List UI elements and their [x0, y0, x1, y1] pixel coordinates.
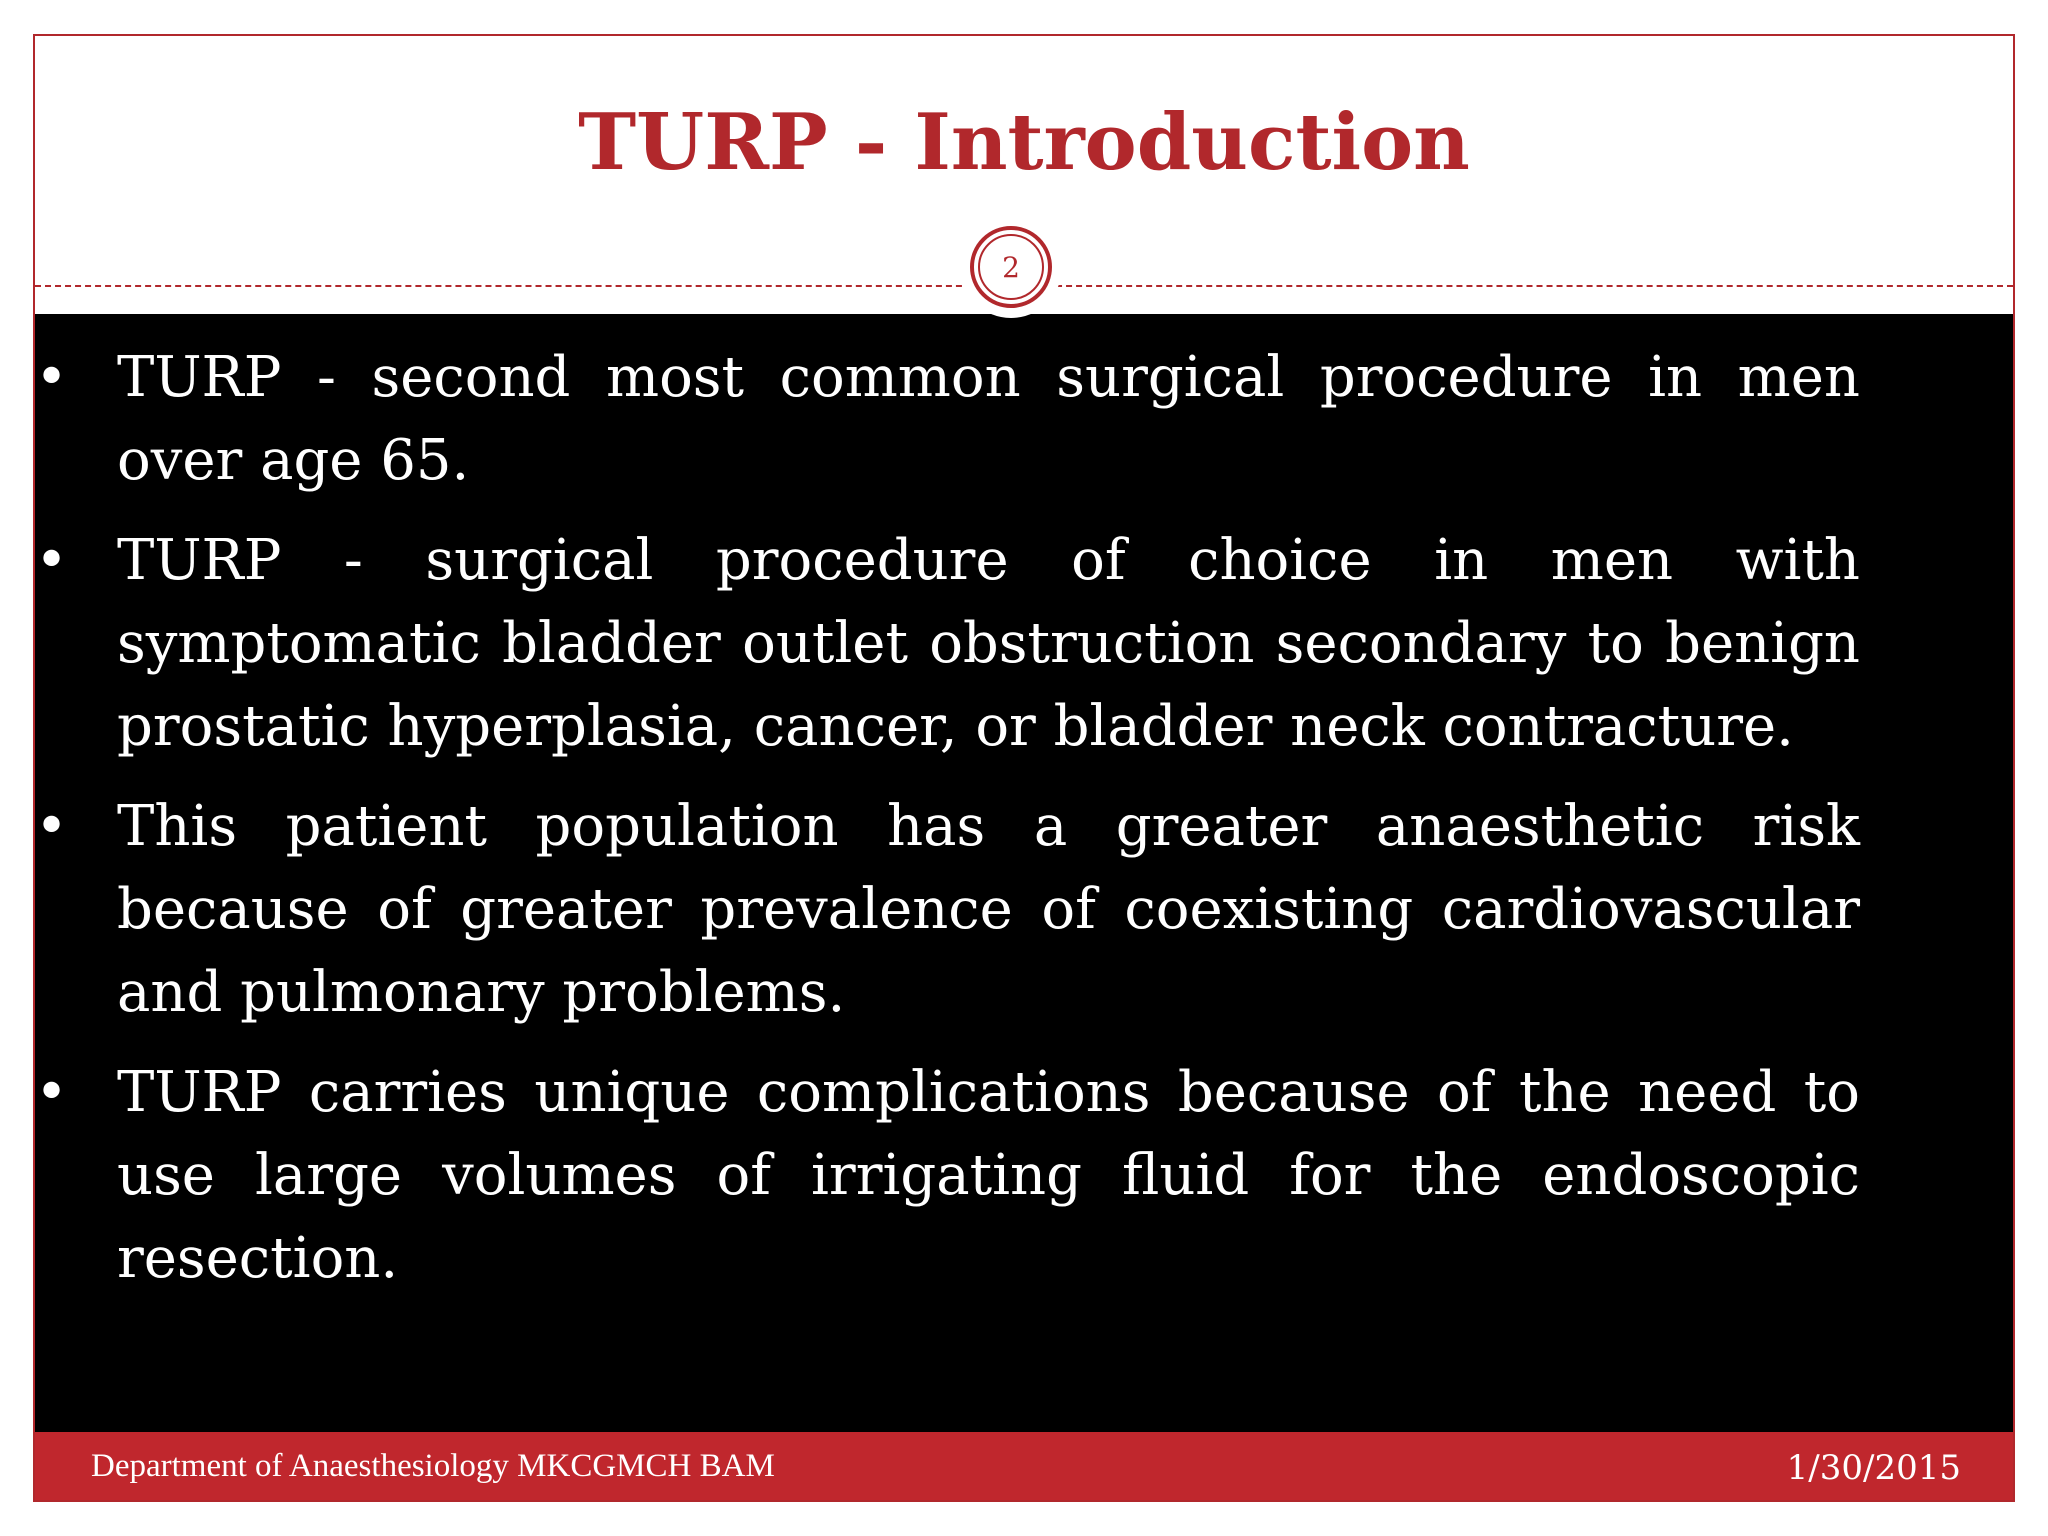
slide-title: TURP - Introduction	[578, 97, 1470, 188]
footer-department: Department of Anaesthesiology MKCGMCH BAM	[91, 1448, 775, 1484]
bullet-text: TURP carries unique complications because of the need to use large volumes of irrigating fluid for the endoscopic resection.	[117, 1060, 1860, 1291]
bullet-marker: •	[35, 794, 69, 859]
slide-number-badge	[960, 216, 1062, 318]
footer-date: 1/30/2015	[1786, 1448, 1961, 1488]
bullet-marker: •	[35, 345, 69, 410]
bullet-item	[35, 1051, 1860, 1300]
slide-number: 2	[978, 234, 1044, 300]
bullet-text: TURP - surgical procedure of choice in men with symptomatic bladder outlet obstruction secondary to benign prostatic hyperplasia, cancer, or bladder neck contracture.	[117, 528, 1860, 759]
bullet-marker: •	[35, 528, 69, 593]
bullet-item	[35, 519, 1860, 768]
bullet-list	[35, 336, 1860, 1317]
bullet-item	[35, 336, 1860, 502]
bullet-marker: •	[35, 1060, 69, 1125]
bullet-item	[35, 785, 1860, 1034]
bullet-text: This patient population has a greater anaesthetic risk because of greater prevalence of coexisting cardiovascular and pulmonary problems.	[117, 794, 1860, 1025]
bullet-text: TURP - second most common surgical procedure in men over age 65.	[117, 345, 1860, 493]
